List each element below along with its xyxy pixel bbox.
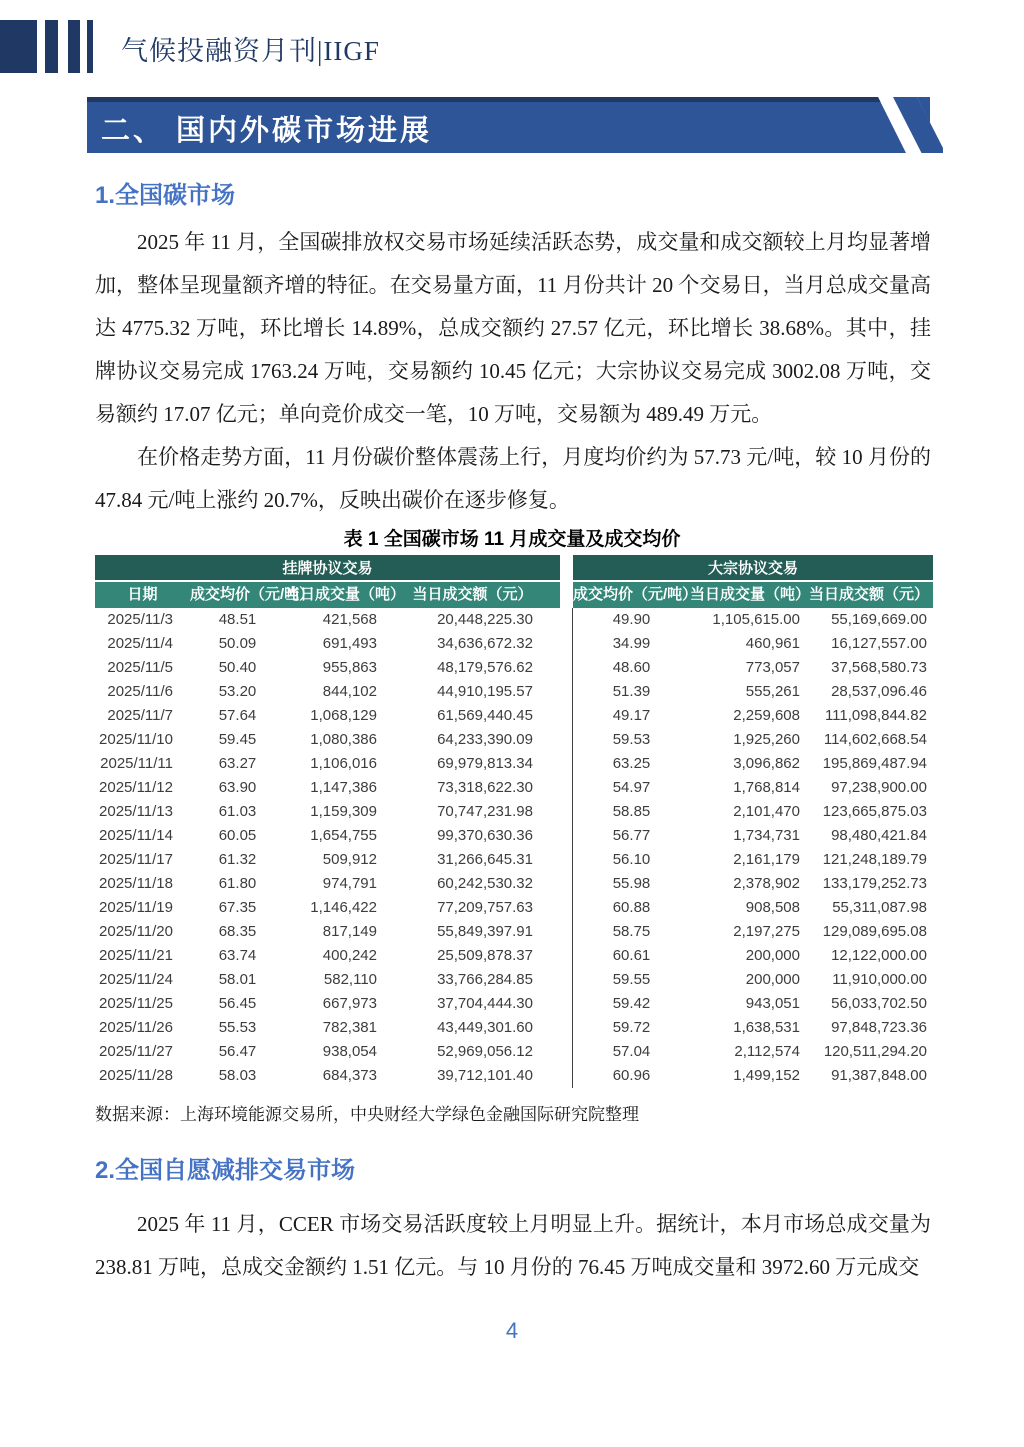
cell-lp: 68.35 xyxy=(218,923,257,940)
cell-lv: 844,102 xyxy=(322,683,377,700)
cell-rv: 2,161,179 xyxy=(733,851,800,868)
cell-ra: 91,387,848.00 xyxy=(831,1067,927,1084)
cell-ra: 12,122,000.00 xyxy=(831,947,927,964)
cell-date: 2025/11/24 xyxy=(99,971,173,988)
journal-title: 气候投融资月刊|IIGF xyxy=(121,36,380,66)
cell-date: 2025/11/3 xyxy=(107,611,173,628)
cell-la: 48,179,576.62 xyxy=(437,659,533,676)
cell-la: 70,747,231.98 xyxy=(437,803,533,820)
right-col-band xyxy=(573,582,933,608)
logo-bar-icon xyxy=(68,20,80,73)
table-row xyxy=(95,992,933,1016)
cell-rv: 2,378,902 xyxy=(733,875,800,892)
table-row xyxy=(95,968,933,992)
cell-lp: 53.20 xyxy=(218,683,257,700)
paragraph-price-trend: 在价格走势方面，11 月份碳价整体震荡上行，月度均价约为 57.73 元/吨，较 10 月份的 47.84 元/吨上涨约 20.7%，反映出碳价在逐步修复。 xyxy=(95,445,931,512)
cell-rv: 1,734,731 xyxy=(733,827,800,844)
cell-rv: 1,768,814 xyxy=(733,779,800,796)
cell-lp: 63.90 xyxy=(218,779,257,796)
cell-ra: 195,869,487.94 xyxy=(822,755,927,772)
cell-rv: 908,508 xyxy=(745,899,800,916)
paragraph-ccer-market: 2025 年 11 月，CCER 市场交易活跃度较上月明显上升。据统计，本月市场总成交量为 238.81 万吨，总成交金额约 1.51 亿元。与 10 月份的 76.45 万吨成交量和 3972.60 万元成交 xyxy=(95,1212,931,1279)
cell-date: 2025/11/6 xyxy=(107,683,173,700)
cell-date: 2025/11/5 xyxy=(107,659,173,676)
cell-rp: 48.60 xyxy=(612,659,651,676)
cell-lp: 58.01 xyxy=(218,971,257,988)
cell-rv: 1,638,531 xyxy=(733,1019,800,1036)
cell-lv: 691,493 xyxy=(322,635,377,652)
cell-la: 34,636,672.32 xyxy=(437,635,533,652)
table-row xyxy=(95,920,933,944)
table-title: 表 1 全国碳市场 11 月成交量及成交均价 xyxy=(343,529,681,550)
right-group-header: 大宗协议交易 xyxy=(573,555,933,582)
cell-ra: 28,537,096.46 xyxy=(831,683,927,700)
cell-rv: 2,112,574 xyxy=(734,1043,800,1060)
column-header: 当日成交额（元） xyxy=(808,586,929,603)
data-source-note: 数据来源：上海环境能源交易所，中央财经大学绿色金融国际研究院整理 xyxy=(95,1105,639,1124)
cell-lv: 974,791 xyxy=(322,875,377,892)
cell-date: 2025/11/21 xyxy=(99,947,173,964)
cell-lv: 1,106,016 xyxy=(310,755,377,772)
logo-bar-icon xyxy=(0,20,37,73)
cell-date: 2025/11/13 xyxy=(99,803,173,820)
cell-rp: 60.88 xyxy=(612,899,651,916)
cell-rv: 2,197,275 xyxy=(733,923,800,940)
cell-rp: 49.17 xyxy=(612,707,651,724)
cell-date: 2025/11/10 xyxy=(99,731,173,748)
cell-date: 2025/11/4 xyxy=(107,635,173,652)
cell-rp: 34.99 xyxy=(612,635,651,652)
cell-rp: 59.72 xyxy=(612,1019,651,1036)
cell-ra: 133,179,252.73 xyxy=(822,875,927,892)
logo-bar-icon xyxy=(87,20,93,73)
cell-ra: 98,480,421.84 xyxy=(831,827,927,844)
cell-ra: 55,311,087.98 xyxy=(832,899,927,916)
cell-la: 55,849,397.91 xyxy=(437,923,533,940)
paragraph-market-volume: 2025 年 11 月，全国碳排放权交易市场延续活跃态势，成交量和成交额较上月均显著增加，整体呈现量额齐增的特征。在交易量方面，11 月份共计 20 个交易日，当月总成交量高达 4775.32 万吨，环比增长 14.89%，总成交额约 27.57 亿元，环比增长 38.68%。其中，挂牌协议交易完成 1763.24 万吨，交易额约 10.45 亿元；大宗协议交易完成 3002.08 万吨，交易额约 17.07 亿元；单向竞价成交一笔，10 万吨，交易额为 489.49 万元。 xyxy=(95,230,931,426)
cell-rp: 58.75 xyxy=(612,923,651,940)
left-col-band xyxy=(95,582,560,608)
column-header: 当日成交额（元） xyxy=(412,586,533,603)
cell-ra: 121,248,189.79 xyxy=(822,851,927,868)
table-row xyxy=(95,608,933,632)
cell-date: 2025/11/27 xyxy=(99,1043,173,1060)
cell-lv: 684,373 xyxy=(322,1067,377,1084)
cell-ra: 111,098,844.82 xyxy=(824,707,927,724)
cell-rv: 1,499,152 xyxy=(733,1067,800,1084)
cell-rv: 2,101,470 xyxy=(733,803,800,820)
cell-la: 37,704,444.30 xyxy=(437,995,533,1012)
cell-la: 60,242,530.32 xyxy=(437,875,533,892)
cell-lv: 509,912 xyxy=(322,851,377,868)
cell-rv: 460,961 xyxy=(745,635,800,652)
table-row xyxy=(95,1064,933,1088)
cell-lp: 61.03 xyxy=(218,803,257,820)
cell-rv: 3,096,862 xyxy=(733,755,800,772)
cell-rv: 1,925,260 xyxy=(733,731,800,748)
column-header: 当日成交量（吨） xyxy=(690,586,811,603)
cell-ra: 56,033,702.50 xyxy=(831,995,927,1012)
table-row xyxy=(95,656,933,680)
cell-lp: 63.74 xyxy=(218,947,257,964)
column-header: 当日成交量（吨） xyxy=(285,586,406,603)
cell-la: 77,209,757.63 xyxy=(437,899,533,916)
cell-ra: 11,910,000.00 xyxy=(832,971,927,988)
cell-lv: 1,080,386 xyxy=(310,731,377,748)
cell-rp: 56.77 xyxy=(612,827,651,844)
cell-la: 31,266,645.31 xyxy=(437,851,533,868)
cell-rp: 60.96 xyxy=(612,1067,651,1084)
column-header: 成交均价（元/吨） xyxy=(573,586,698,603)
table-header-left xyxy=(95,555,560,608)
cell-la: 33,766,284.85 xyxy=(437,971,533,988)
cell-date: 2025/11/19 xyxy=(99,899,173,916)
cell-lp: 56.47 xyxy=(218,1043,257,1060)
cell-rp: 49.90 xyxy=(612,611,651,628)
cell-rp: 60.61 xyxy=(612,947,651,964)
cell-lv: 582,110 xyxy=(323,971,377,988)
cell-la: 73,318,622.30 xyxy=(437,779,533,796)
cell-lv: 1,068,129 xyxy=(310,707,377,724)
table-header-right xyxy=(573,555,933,608)
cell-la: 44,910,195.57 xyxy=(437,683,533,700)
cell-la: 39,712,101.40 xyxy=(437,1067,533,1084)
table-row xyxy=(95,632,933,656)
cell-ra: 37,568,580.73 xyxy=(831,659,927,676)
cell-lp: 59.45 xyxy=(218,731,257,748)
cell-ra: 129,089,695.08 xyxy=(822,923,927,940)
table-row xyxy=(95,776,933,800)
section-2-heading: 2.全国自愿减排交易市场 xyxy=(95,1157,356,1184)
cell-rv: 773,057 xyxy=(745,659,800,676)
cell-rv: 1,105,615.00 xyxy=(712,611,800,628)
cell-rv: 200,000 xyxy=(745,947,800,964)
carbon-market-table xyxy=(95,555,933,1088)
cell-lv: 1,146,422 xyxy=(310,899,377,916)
cell-date: 2025/11/7 xyxy=(107,707,173,724)
cell-lv: 421,568 xyxy=(322,611,377,628)
banner-title: 二、 国内外碳市场进展 xyxy=(101,115,433,147)
cell-lv: 938,054 xyxy=(322,1043,377,1060)
cell-rp: 59.42 xyxy=(612,995,651,1012)
table-row xyxy=(95,800,933,824)
cell-la: 64,233,390.09 xyxy=(437,731,533,748)
table-body xyxy=(95,608,933,1088)
cell-lv: 782,381 xyxy=(322,1019,377,1036)
cell-rp: 54.97 xyxy=(612,779,651,796)
cell-lp: 67.35 xyxy=(218,899,257,916)
cell-date: 2025/11/26 xyxy=(99,1019,173,1036)
cell-rp: 51.39 xyxy=(612,683,651,700)
cell-lp: 50.09 xyxy=(218,635,257,652)
cell-date: 2025/11/25 xyxy=(99,995,173,1012)
cell-lv: 667,973 xyxy=(322,995,377,1012)
page-number: 4 xyxy=(505,1318,519,1343)
table-row xyxy=(95,1040,933,1064)
table-header xyxy=(95,555,933,608)
cell-la: 69,979,813.34 xyxy=(437,755,533,772)
cell-lv: 400,242 xyxy=(322,947,377,964)
cell-ra: 16,127,557.00 xyxy=(831,635,927,652)
cell-ra: 123,665,875.03 xyxy=(822,803,927,820)
table-row xyxy=(95,872,933,896)
table-row xyxy=(95,680,933,704)
cell-la: 99,370,630.36 xyxy=(437,827,533,844)
table-row xyxy=(95,752,933,776)
cell-rv: 555,261 xyxy=(745,683,800,700)
cell-rv: 200,000 xyxy=(745,971,800,988)
cell-rp: 57.04 xyxy=(612,1043,651,1060)
cell-date: 2025/11/20 xyxy=(99,923,173,940)
section-banner xyxy=(87,97,943,153)
table-row xyxy=(95,1016,933,1040)
left-group-header: 挂牌协议交易 xyxy=(95,555,560,582)
cell-lp: 48.51 xyxy=(218,611,257,628)
cell-ra: 97,848,723.36 xyxy=(831,1019,927,1036)
table-row xyxy=(95,728,933,752)
cell-date: 2025/11/12 xyxy=(99,779,173,796)
table-row xyxy=(95,896,933,920)
cell-lp: 50.40 xyxy=(218,659,257,676)
cell-la: 52,969,056.12 xyxy=(437,1043,533,1060)
table-vertical-divider xyxy=(572,608,573,1088)
cell-lp: 57.64 xyxy=(218,707,257,724)
cell-lp: 63.27 xyxy=(218,755,257,772)
table-row xyxy=(95,824,933,848)
cell-rp: 58.85 xyxy=(612,803,651,820)
cell-lp: 61.80 xyxy=(218,875,257,892)
cell-la: 25,509,878.37 xyxy=(437,947,533,964)
cell-ra: 97,238,900.00 xyxy=(831,779,927,796)
cell-rp: 59.55 xyxy=(612,971,651,988)
table-row xyxy=(95,704,933,728)
cell-ra: 120,511,294.20 xyxy=(823,1043,927,1060)
cell-lv: 1,159,309 xyxy=(310,803,377,820)
cell-lp: 55.53 xyxy=(218,1019,257,1036)
cell-rv: 2,259,608 xyxy=(733,707,800,724)
cell-lp: 61.32 xyxy=(218,851,257,868)
cell-lp: 58.03 xyxy=(218,1067,257,1084)
cell-ra: 114,602,668.54 xyxy=(823,731,927,748)
column-header: 成交均价（元/吨） xyxy=(190,586,315,603)
cell-date: 2025/11/17 xyxy=(99,851,173,868)
cell-la: 43,449,301.60 xyxy=(437,1019,533,1036)
cell-rv: 943,051 xyxy=(745,995,800,1012)
cell-date: 2025/11/14 xyxy=(99,827,173,844)
table-row xyxy=(95,848,933,872)
cell-la: 20,448,225.30 xyxy=(437,611,533,628)
cell-rp: 55.98 xyxy=(612,875,651,892)
cell-lp: 60.05 xyxy=(218,827,257,844)
cell-rp: 63.25 xyxy=(612,755,651,772)
cell-rp: 59.53 xyxy=(612,731,651,748)
cell-lv: 1,654,755 xyxy=(310,827,377,844)
cell-ra: 55,169,669.00 xyxy=(831,611,927,628)
cell-lv: 1,147,386 xyxy=(310,779,377,796)
cell-la: 61,569,440.45 xyxy=(437,707,533,724)
cell-date: 2025/11/18 xyxy=(99,875,173,892)
cell-rp: 56.10 xyxy=(612,851,651,868)
logo-bar-icon xyxy=(45,20,58,73)
section-1-heading: 1.全国碳市场 xyxy=(95,182,236,209)
cell-date: 2025/11/11 xyxy=(100,755,173,772)
cell-lv: 955,863 xyxy=(322,659,377,676)
cell-lp: 56.45 xyxy=(218,995,257,1012)
cell-lv: 817,149 xyxy=(322,923,377,940)
cell-date: 2025/11/28 xyxy=(99,1067,173,1084)
column-header: 日期 xyxy=(127,586,158,603)
table-row xyxy=(95,944,933,968)
